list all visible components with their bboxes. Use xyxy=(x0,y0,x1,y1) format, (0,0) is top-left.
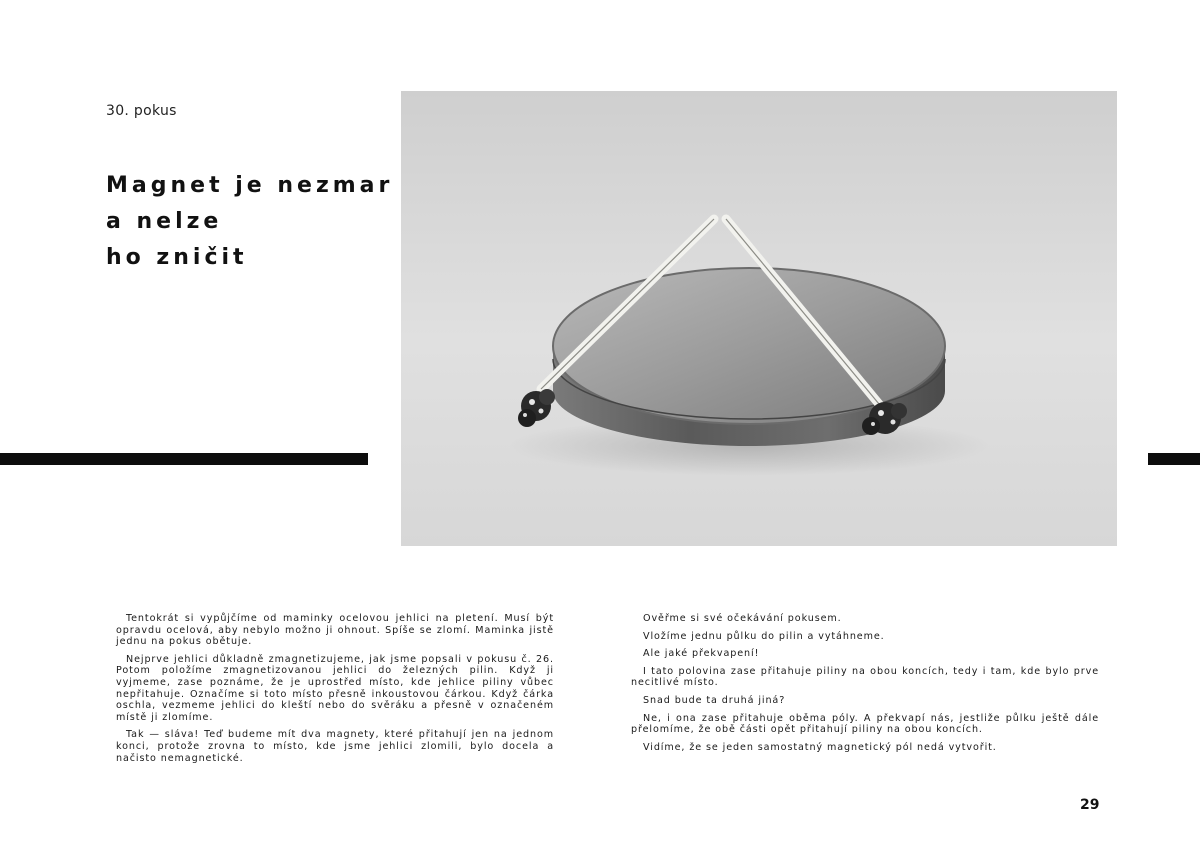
experiment-label: 30. pokus xyxy=(106,103,177,119)
paragraph: Snad bude ta druhá jiná? xyxy=(643,694,786,706)
title-line: ho zničit xyxy=(106,245,248,270)
left-decorative-rule xyxy=(0,453,368,465)
page-title xyxy=(106,168,393,276)
page-number: 29 xyxy=(1080,797,1100,813)
paragraph: Tak — sláva! Teď budeme mít dva magnety, které přitahují jen na jednom konci, protože zrovna to místo, kde jsme jehlici zlomili, bylo docela a načisto nemagnetické. xyxy=(116,729,554,764)
paragraph: Ne, i ona zase přitahuje oběma póly. A překvapí nás, jestliže půlku ještě dále přelomíme, že obě části opět přitahují piliny na obou koncích. xyxy=(631,712,1099,736)
paragraph: Vidíme, že se jeden samostatný magnetický pól nedá vytvořit. xyxy=(643,741,997,753)
left-text-column xyxy=(116,613,554,770)
title-line: a nelze xyxy=(106,209,223,234)
paragraph: Ale jaké překvapení! xyxy=(643,648,760,660)
paragraph: Nejprve jehlici důkladně zmagnetizujeme, jak jsme popsali v pokusu č. 26. Potom položíme zmagnetizovanou jehlici do železných pilin. Když ji vyjmeme, zase poznáme, že je uprostřed místo, kde jehlice piliny vůbec nepřitahuje. Označíme si toto místo přesně inkoustovou čárkou. Když čárka oschla, vezmeme jehlici do kleští nebo do svěráku a přesně v označeném místě ji zlomíme. xyxy=(116,653,554,723)
title-line: Magnet je nezmar xyxy=(106,173,394,198)
experiment-photo xyxy=(401,91,1117,546)
paragraph: Vložíme jednu půlku do pilin a vytáhneme. xyxy=(643,630,885,642)
paragraph: Ověřme si své očekávání pokusem. xyxy=(643,613,842,624)
right-text-column xyxy=(631,613,1099,759)
right-decorative-rule xyxy=(1148,453,1200,465)
paragraph: I tato polovina zase přitahuje piliny na obou koncích, tedy i tam, kde bylo prve necitlivé místo. xyxy=(631,665,1099,689)
paragraph: Tentokrát si vypůjčíme od maminky ocelovou jehlici na pletení. Musí být opravdu ocelová, aby nebylo možno ji ohnout. Spíše se zlomí. Maminka jistě jednu na pokus obětuje. xyxy=(116,613,554,648)
